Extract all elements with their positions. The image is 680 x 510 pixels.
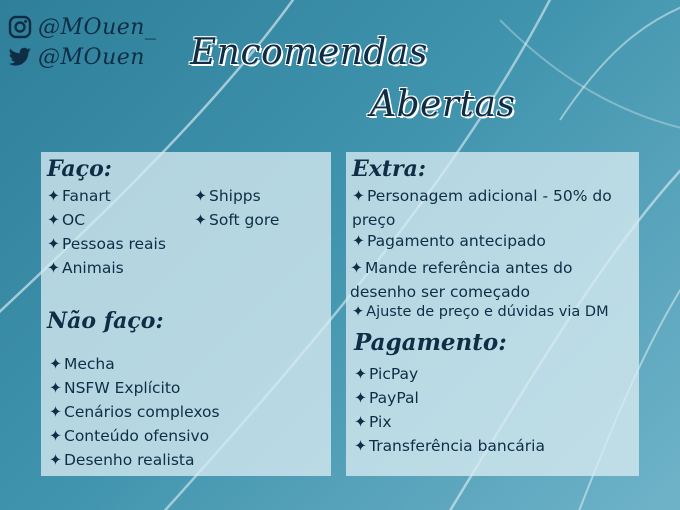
star-icon: ✦: [350, 259, 363, 277]
star-icon: ✦: [352, 187, 365, 205]
title-line-1: Encomendas: [190, 32, 428, 73]
star-icon: ✦: [49, 403, 62, 421]
extra-heading: Extra:: [352, 156, 427, 182]
star-icon: ✦: [194, 211, 207, 229]
star-icon: ✦: [47, 211, 60, 229]
twitter-handle: @MOuen: [38, 44, 145, 70]
star-icon: ✦: [352, 232, 365, 250]
list-item: ✦ Desenho realista: [49, 451, 195, 469]
list-item: ✦ Fanart: [47, 187, 111, 205]
list-item: ✦ Pagamento antecipado: [352, 232, 546, 250]
star-icon: ✦: [47, 259, 60, 277]
list-item: ✦ Conteúdo ofensivo: [49, 427, 210, 445]
star-icon: ✦: [47, 187, 60, 205]
list-item: ✦ Mande referência antes do desenho ser começado: [350, 259, 573, 301]
star-icon: ✦: [49, 379, 62, 397]
list-item: ✦ Animais: [47, 259, 124, 277]
star-icon: ✦: [354, 437, 367, 455]
star-icon: ✦: [352, 304, 365, 320]
star-icon: ✦: [354, 365, 367, 383]
star-icon: ✦: [354, 413, 367, 431]
list-item: ✦ Pix: [354, 413, 392, 431]
list-item: ✦ Cenários complexos: [49, 403, 220, 421]
star-icon: ✦: [49, 427, 62, 445]
list-item: ✦ Personagem adicional - 50% do preço: [352, 187, 612, 229]
instagram-handle: @MOuen_: [38, 14, 157, 40]
left-panel: [41, 152, 331, 476]
list-item: ✦ Soft gore: [194, 211, 280, 229]
twitter-row[interactable]: [8, 42, 156, 72]
list-item: ✦ PicPay: [354, 365, 419, 383]
list-item: ✦ Transferência bancária: [354, 437, 545, 455]
star-icon: ✦: [49, 355, 62, 373]
faco-heading: Faço:: [47, 156, 112, 182]
list-item: ✦ Pessoas reais: [47, 235, 166, 253]
right-panel: [346, 152, 639, 476]
list-item: ✦ OC: [47, 211, 86, 229]
list-item: ✦ Ajuste de preço e dúvidas via DM: [352, 304, 609, 320]
star-icon: ✦: [354, 389, 367, 407]
star-icon: ✦: [49, 451, 62, 469]
list-item: ✦ Shipps: [194, 187, 261, 205]
list-item: ✦ PayPal: [354, 389, 419, 407]
nao-faco-heading: Não faço:: [47, 308, 164, 334]
list-item: ✦ Mecha: [49, 355, 115, 373]
social-handles: [8, 12, 156, 72]
star-icon: ✦: [194, 187, 207, 205]
instagram-row[interactable]: [8, 12, 156, 42]
list-item: ✦ NSFW Explícito: [49, 379, 181, 397]
pagamento-heading: Pagamento:: [354, 329, 507, 356]
instagram-icon: [8, 15, 32, 39]
twitter-bird-icon: [8, 45, 32, 69]
star-icon: ✦: [47, 235, 60, 253]
title-line-2: Abertas: [370, 84, 516, 125]
